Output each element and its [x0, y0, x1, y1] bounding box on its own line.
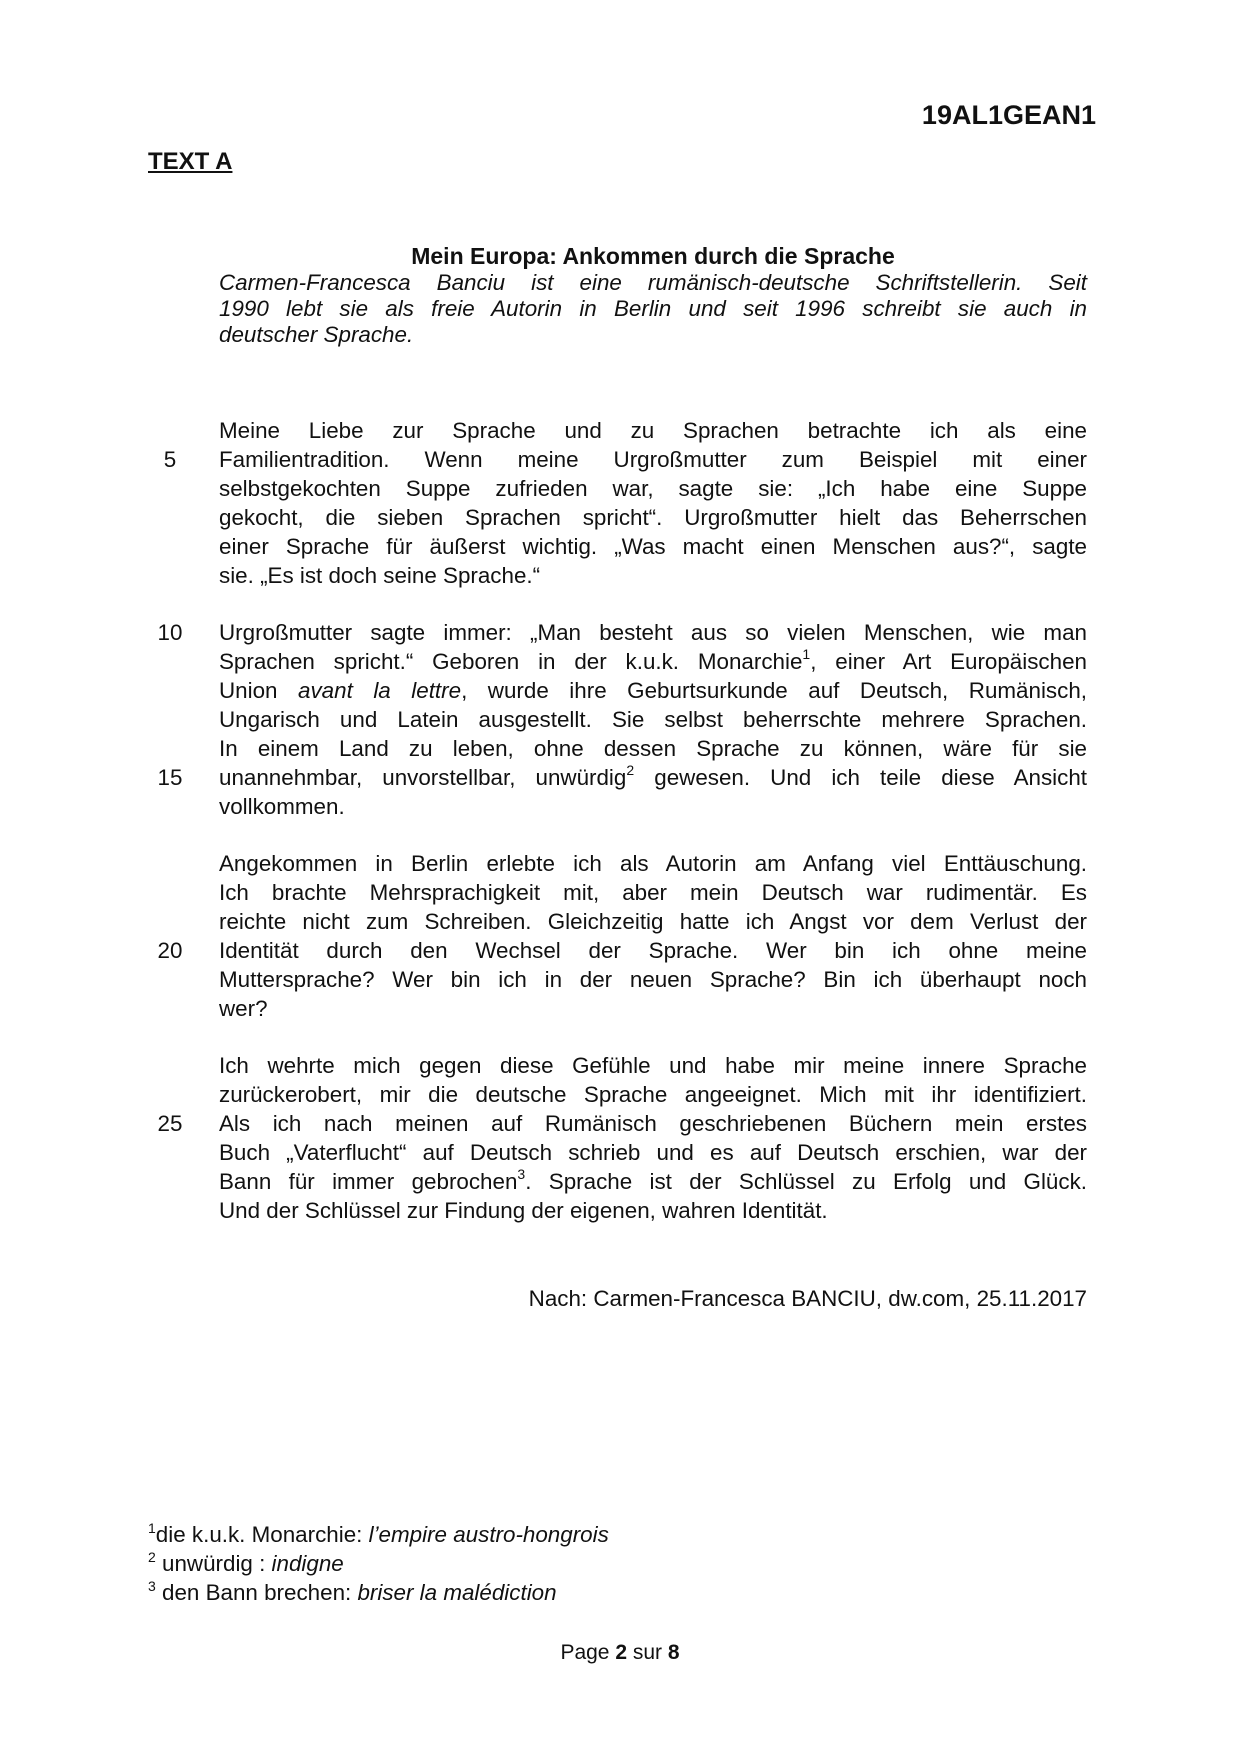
- body-line: einer Sprache für äußerst wichtig. „Was macht einen Menschen aus?“, sagte: [219, 534, 1087, 559]
- footer-prefix: Page: [560, 1641, 616, 1664]
- footnote-number: 3: [148, 1577, 156, 1594]
- text-span: gewesen. Und ich teile diese Ansicht: [634, 765, 1087, 790]
- total-pages: 8: [667, 1641, 680, 1664]
- body-line: wer?: [219, 996, 268, 1021]
- body-line: Angekommen in Berlin erlebte ich als Autorin am Anfang viel Enttäuschung.: [219, 851, 1087, 876]
- body-line: In einem Land zu leben, ohne dessen Sprache zu können, wäre für sie: [219, 736, 1087, 761]
- body-line: Identität durch den Wechsel der Sprache. Wer bin ich ohne meine: [219, 938, 1087, 963]
- body-line: [219, 676, 1087, 705]
- intro-line: deutscher Sprache.: [219, 322, 414, 347]
- footnote-ref: 1: [802, 645, 811, 662]
- footnote-translation: indigne: [271, 1551, 344, 1576]
- body-line: Und der Schlüssel zur Findung der eigenen, wahren Identität.: [219, 1198, 828, 1223]
- footnote-ref: 3: [517, 1165, 526, 1182]
- footnote: [148, 1578, 557, 1607]
- footnote-term: unwürdig :: [155, 1551, 272, 1576]
- body-line: [219, 1167, 1087, 1196]
- article-title: Mein Europa: Ankommen durch die Sprache: [411, 243, 895, 269]
- body-line: Buch „Vaterflucht“ auf Deutsch schrieb und es auf Deutsch erschien, war der: [219, 1140, 1087, 1165]
- body-line: Ich brachte Mehrsprachigkeit mit, aber mein Deutsch war rudimentär. Es: [219, 880, 1087, 905]
- body-line: Als ich nach meinen auf Rumänisch geschriebenen Büchern mein erstes: [219, 1111, 1087, 1136]
- text-span: Bann für immer gebrochen: [219, 1169, 518, 1194]
- footnote: [148, 1520, 609, 1549]
- body-line: Meine Liebe zur Sprache und zu Sprachen betrachte ich als eine: [219, 418, 1087, 443]
- body-line: selbstgekochten Suppe zufrieden war, sagte sie: „Ich habe eine Suppe: [219, 476, 1087, 501]
- text-span: Sprachen spricht.“ Geboren in der k.u.k. Monarchie: [219, 649, 803, 674]
- text-span: Union: [219, 678, 299, 703]
- line-number: 10: [157, 620, 183, 645]
- footnote-ref: 2: [626, 761, 635, 778]
- footnote-number: 1: [148, 1519, 156, 1536]
- text-span: , wurde ihre Geburtsurkunde auf Deutsch, Rumänisch,: [461, 678, 1087, 703]
- line-number: 5: [163, 447, 177, 472]
- intro-line: Carmen-Francesca Banciu ist eine rumänisch-deutsche Schriftstellerin. Seit: [219, 270, 1087, 295]
- text-span: , einer Art Europäischen: [810, 649, 1087, 674]
- footnote-number: 2: [148, 1548, 156, 1565]
- text-span: unannehmbar, unvorstellbar, unwürdig: [219, 765, 627, 790]
- section-label: TEXT A: [148, 148, 233, 175]
- intro-line: 1990 lebt sie als freie Autorin in Berlin und seit 1996 schreibt sie auch in: [219, 296, 1087, 321]
- current-page: 2: [615, 1641, 628, 1664]
- footnote-translation: l’empire austro-hongrois: [368, 1522, 609, 1547]
- body-line: sie. „Es ist doch seine Sprache.“: [219, 563, 541, 588]
- body-line: Ich wehrte mich gegen diese Gefühle und habe mir meine innere Sprache: [219, 1053, 1087, 1078]
- footnote: [148, 1549, 344, 1578]
- line-number: 15: [157, 765, 183, 790]
- line-number: 25: [157, 1111, 183, 1136]
- source-citation: Nach: Carmen-Francesca BANCIU, dw.com, 25.11.2017: [528, 1286, 1087, 1311]
- footer-middle: sur: [627, 1641, 668, 1664]
- body-line: zurückerobert, mir die deutsche Sprache angeeignet. Mich mit ihr identifiziert.: [219, 1082, 1087, 1107]
- footnote-term: die k.u.k. Monarchie:: [155, 1522, 369, 1547]
- body-line: [219, 647, 1087, 676]
- italic-phrase: avant la lettre: [298, 678, 462, 703]
- line-number: 20: [157, 938, 183, 963]
- text-span: . Sprache ist der Schlüssel zu Erfolg und Glück.: [525, 1169, 1087, 1194]
- body-line: reichte nicht zum Schreiben. Gleichzeitig hatte ich Angst vor dem Verlust der: [219, 909, 1087, 934]
- body-line: Muttersprache? Wer bin ich in der neuen Sprache? Bin ich überhaupt noch: [219, 967, 1087, 992]
- page-footer: [0, 1641, 1240, 1665]
- body-line: Urgroßmutter sagte immer: „Man besteht aus so vielen Menschen, wie man: [219, 620, 1087, 645]
- body-line: [219, 763, 1087, 792]
- body-line: gekocht, die sieben Sprachen spricht“. Urgroßmutter hielt das Beherrschen: [219, 505, 1087, 530]
- footnote-term: den Bann brechen:: [155, 1580, 358, 1605]
- body-line: Familientradition. Wenn meine Urgroßmutter zum Beispiel mit einer: [219, 447, 1087, 472]
- document-code: 19AL1GEAN1: [921, 100, 1096, 130]
- body-line: Ungarisch und Latein ausgestellt. Sie selbst beherrschte mehrere Sprachen.: [219, 707, 1087, 732]
- footnote-translation: briser la malédiction: [357, 1580, 557, 1605]
- body-line: vollkommen.: [219, 794, 345, 819]
